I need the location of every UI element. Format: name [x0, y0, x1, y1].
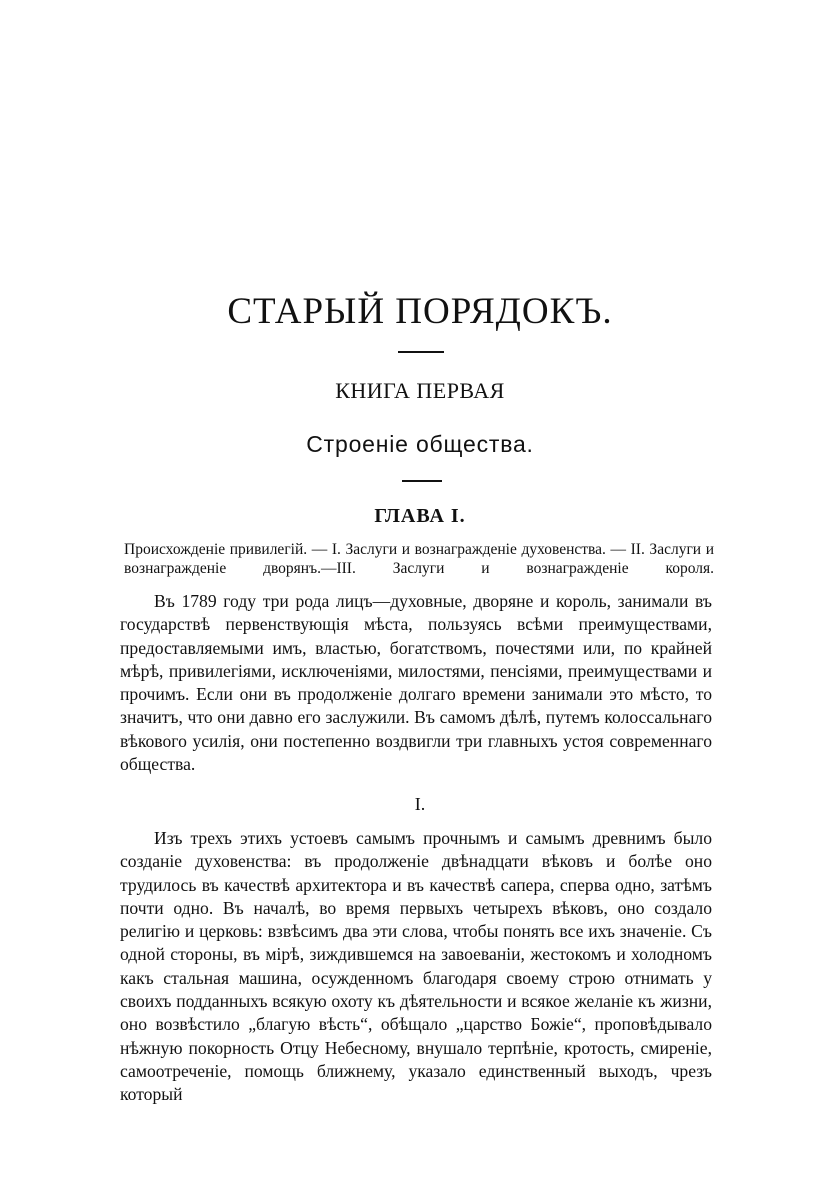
book-label: КНИГА ПЕРВАЯ: [335, 378, 505, 403]
section-heading: I.: [414, 794, 426, 814]
page-title: СТАРЫЙ ПОРЯДОКЪ.: [227, 291, 613, 332]
intro-paragraph: Въ 1789 году три рода лицъ—духовные, дворяне и король, занимали въ государствѣ первенствующія мѣста, пользуясь всѣми преимуществами, предоставляемыми имъ, властью, богатствомъ, почестями или, по крайней мѣрѣ, привилегіями, исключеніями, милостями, пенсіями, преимуществами и прочимъ. Если они въ продолженіе долгаго времени занимали это мѣсто, то значитъ, что они давно его заслужили. Въ самомъ дѣлѣ, путемъ колоссальнаго вѣкового усилія, они постепенно воздвигли три главныхъ устоя современнаго общества.: [120, 591, 712, 775]
section-paragraph: Изъ трехъ этихъ устоевъ самымъ прочнымъ и самымъ древнимъ было созданіе духовенства: въ продолженіе двѣнадцати вѣковъ и болѣе оно трудилось въ качествѣ архитектора и въ качествѣ сапера, сперва одно, затѣмъ почти одно. Въ началѣ, во время первыхъ четырехъ вѣковъ, оно создало религію и церковь: взвѣсимъ два эти слова, чтобы понять все ихъ значеніе. Съ одной стороны, въ мірѣ, зиждившемся на завоеваніи, жестокомъ и холодномъ какъ стальная машина, осужденномъ благодаря своему строю отнимать у своихъ подданныхъ всякую охоту къ дѣятельности и всякое желаніе къ жизни, оно возвѣстило „благую вѣсть“, обѣщало „царство Божіе“, проповѣдывало нѣжную покорность Отцу Небесному, внушало терпѣніе, кротость, смиреніе, самоотреченіе, помощь ближнему, указало единственный выходъ, чрезъ который: [120, 828, 712, 1105]
book-subtitle: Строеніе общества.: [306, 431, 534, 457]
chapter-heading: ГЛАВА I.: [374, 505, 466, 527]
chapter-summary: Происхожденіе привилегій. — I. Заслуги и вознагражденіе духовенства. — II. Заслуги и вознагражденіе дворянъ.—III. Заслуги и вознагражденіе короля.: [124, 541, 714, 577]
subtitle-divider: [402, 480, 442, 482]
title-divider: [398, 351, 444, 353]
